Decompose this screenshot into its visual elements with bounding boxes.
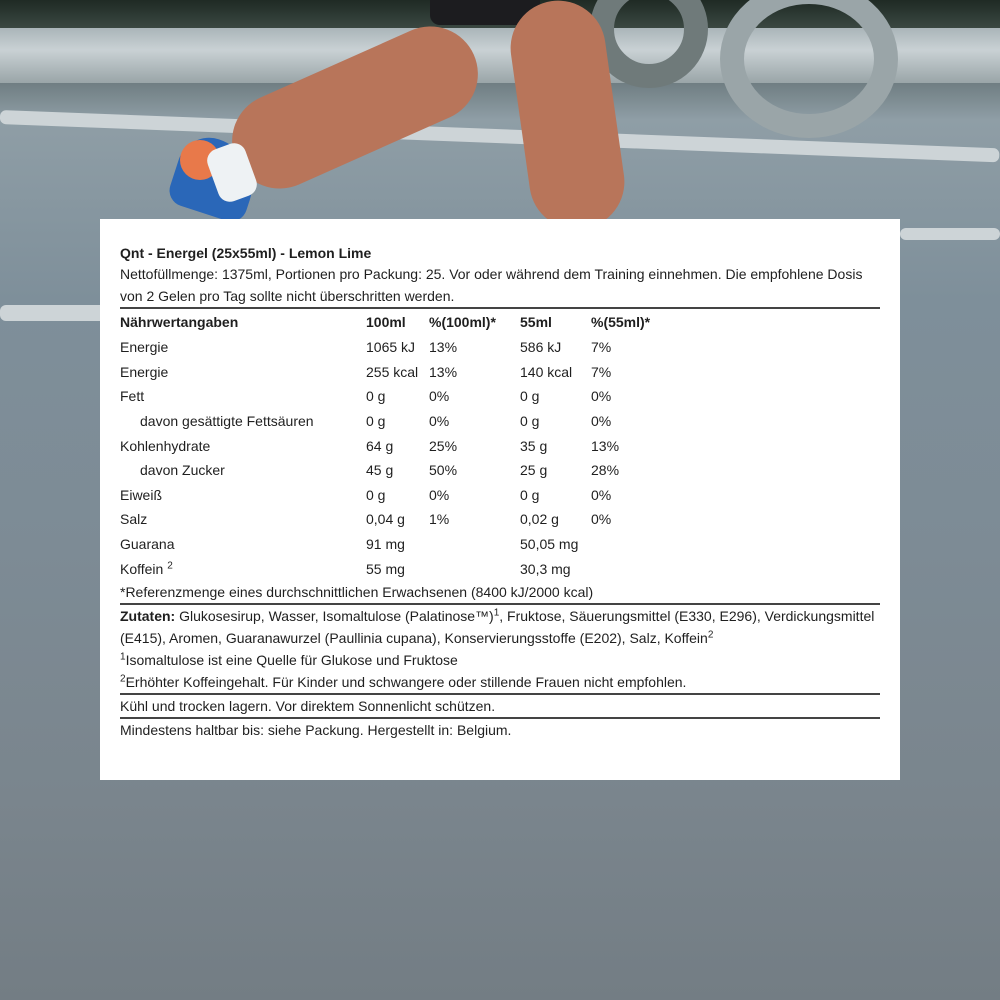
value-55ml: 586 kJ: [520, 339, 562, 356]
pct-100ml: 50%: [429, 462, 458, 479]
value-55ml: 30,3 mg: [520, 560, 571, 577]
value-100ml: 91 mg: [366, 536, 405, 553]
value-100ml: 0 g: [366, 486, 386, 503]
ingredients: [120, 605, 880, 649]
header-pct-55ml: %(55ml)*: [591, 314, 651, 330]
nutrient-name: [120, 556, 366, 581]
nutrition-row: [120, 507, 880, 532]
value-55ml: 35 g: [520, 437, 548, 454]
pct-100ml: 13%: [429, 339, 458, 356]
nutrient-label: Kohlenhydrate: [120, 437, 211, 454]
nutrient-label: Energie: [120, 363, 169, 380]
pct-55ml: [591, 532, 880, 557]
nutrition-row: [120, 556, 880, 581]
value-55ml: 25 g: [520, 462, 548, 479]
nutrition-row: [120, 360, 880, 385]
header-55ml: 55ml: [520, 314, 552, 330]
pct-100ml: 1%: [429, 511, 450, 528]
nutrient-name: [120, 409, 366, 434]
pct-100ml: 25%: [429, 437, 458, 454]
background-tire: [720, 0, 898, 138]
nutrient-label: davon gesättigte Fettsäuren: [140, 413, 314, 430]
nutrient-label: Energie: [120, 339, 169, 356]
nutrient-label: Guarana: [120, 536, 175, 553]
value-100ml: 0 g: [366, 413, 386, 430]
nutrient-sup: 2: [167, 559, 173, 571]
nutrient-name: [120, 532, 366, 557]
pct-55ml: 0%: [591, 486, 612, 503]
value-100ml: 0,04 g: [366, 511, 405, 528]
value-55ml: 0 g: [520, 388, 540, 405]
footnote-text: Isomaltulose ist eine Quelle für Glukose und Fruktose: [125, 651, 458, 668]
pct-55ml: [591, 556, 880, 581]
nutrition-row: [120, 532, 880, 557]
ingredients-label: Zutaten:: [120, 607, 176, 624]
pct-100ml: 0%: [429, 486, 450, 503]
pct-55ml: 28%: [591, 462, 620, 479]
value-55ml: 0 g: [520, 486, 540, 503]
value-100ml: 45 g: [366, 462, 394, 479]
road-stripe: [900, 228, 1000, 240]
footnote-text: Erhöhter Koffeingehalt. Für Kinder und schwangere oder stillende Frauen nicht empfohlen.: [125, 673, 687, 690]
pct-55ml: 0%: [591, 413, 612, 430]
nutrient-name: [120, 483, 366, 508]
nutrient-label: Koffein: [120, 560, 164, 577]
nutrient-name: [120, 360, 366, 385]
header-pct-100ml: %(100ml)*: [429, 314, 496, 330]
nutrient-name: [120, 433, 366, 458]
ingredients-text-1: Glukosesirup, Wasser, Isomaltulose (Palatinose™): [175, 607, 494, 624]
nutrition-header-row: [120, 309, 880, 335]
nutrient-label: davon Zucker: [140, 462, 225, 479]
header-nutrient: Nährwertangaben: [120, 314, 239, 330]
value-100ml: 0 g: [366, 388, 386, 405]
nutrient-name: [120, 458, 366, 483]
pct-55ml: 0%: [591, 511, 612, 528]
value-100ml: 55 mg: [366, 560, 405, 577]
footnote-2: [120, 671, 880, 693]
nutrient-name: [120, 507, 366, 532]
header-100ml: 100ml: [366, 314, 406, 330]
value-55ml: 140 kcal: [520, 363, 573, 380]
pct-100ml: [429, 532, 520, 557]
nutrient-label: Fett: [120, 388, 145, 405]
pct-55ml: 7%: [591, 363, 612, 380]
nutrition-row: [120, 335, 880, 360]
value-55ml: 50,05 mg: [520, 536, 579, 553]
pct-55ml: 13%: [591, 437, 620, 454]
nutrition-label-card: [100, 219, 900, 780]
value-55ml: 0 g: [520, 413, 540, 430]
best-before-origin: Mindestens haltbar bis: siehe Packung. Hergestellt in: Belgium.: [120, 721, 512, 738]
nutrient-name: [120, 384, 366, 409]
product-title: Qnt - Energel (25x55ml) - Lemon Lime: [120, 245, 372, 261]
value-55ml: 0,02 g: [520, 511, 559, 528]
nutrition-table: [120, 309, 880, 581]
nutrition-row: [120, 433, 880, 458]
pct-55ml: 7%: [591, 339, 612, 356]
footnote-mark: 2: [120, 673, 126, 685]
footnote-mark: 1: [120, 651, 126, 663]
value-100ml: 1065 kJ: [366, 339, 416, 356]
nutrient-label: Salz: [120, 511, 148, 528]
product-intro: Nettofüllmenge: 1375ml, Portionen pro Packung: 25. Vor oder während dem Training einnehmen. Die empfohlene Dosis von 2 Gelen pro Tag sollte nicht überschritten werden.: [120, 266, 863, 304]
nutrition-row: [120, 384, 880, 409]
ingredients-text-2: , Fruktose, Säuerungsmittel (E330, E296), Verdickungsmittel (E415), Aromen, Guaranawurzel (Paullinia cupana), Konservierungsstoffe (E202), Salz, Koffein: [120, 607, 875, 646]
pct-100ml: [429, 556, 520, 581]
nutrition-row: [120, 458, 880, 483]
road-stripe: [0, 305, 110, 321]
nutrition-row: [120, 483, 880, 508]
nutrient-name: [120, 335, 366, 360]
nutrient-label: Eiweiß: [120, 486, 163, 503]
nutrition-table-body: [120, 335, 880, 581]
storage-instructions: Kühl und trocken lagern. Vor direktem Sonnenlicht schützen.: [120, 697, 496, 714]
pct-100ml: 0%: [429, 413, 450, 430]
value-100ml: 255 kcal: [366, 363, 419, 380]
reference-note: *Referenzmenge eines durchschnittlichen Erwachsenen (8400 kJ/2000 kcal): [120, 583, 594, 600]
pct-100ml: 13%: [429, 363, 458, 380]
pct-100ml: 0%: [429, 388, 450, 405]
ingredients-sup-2: 2: [707, 629, 714, 641]
ingredients-sup-1: 1: [493, 607, 500, 619]
nutrition-row: [120, 409, 880, 434]
value-100ml: 64 g: [366, 437, 394, 454]
pct-55ml: 0%: [591, 388, 612, 405]
footnote-1: [120, 649, 880, 671]
